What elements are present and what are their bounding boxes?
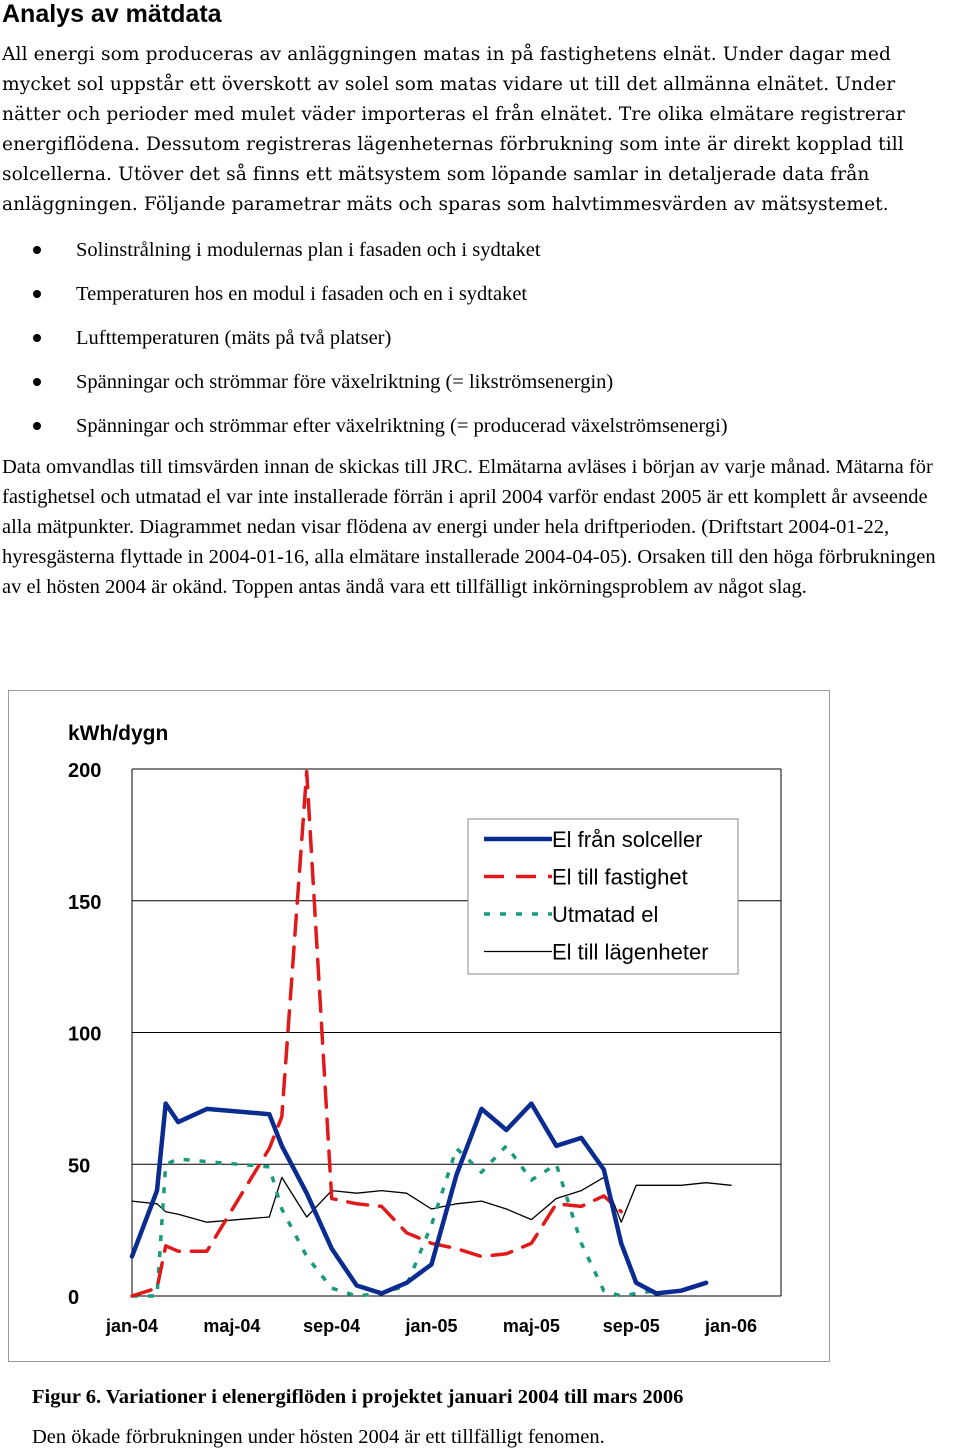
y-tick-label: 200: [68, 760, 102, 782]
list-item-text: Spänningar och strömmar före växelriktning (= likströmsenergin): [76, 371, 614, 393]
list-item-text: Solinstrålning i modulernas plan i fasaden och i sydtaket: [76, 239, 541, 261]
x-tick-label: maj-05: [502, 1316, 560, 1336]
figure-caption: Figur 6. Variationer i elenergiflöden i projektet januari 2004 till mars 2006: [32, 1386, 684, 1408]
intro-paragraph: All energi som produceras av anläggningen matas in på fastighetens elnät. Under dagar med mycket sol uppstår ett överskott av solel som matas vidare ut till det allmänna elnätet. Under nätter och perioder med mulet väder importeras el från elnätet. Tre olika elmätare registrerar energiflödena. Dessutom registreras lägenheternas förbrukning som inte är direkt kopplad till solcellerna. Utöver det så finns ett mätsystem som löpande samlar in detaljerade data från anläggningen. Följande parametrar mäts och sparas som halvtimmesvärden av mätsystemet.: [2, 44, 905, 215]
analysis-paragraph: Data omvandlas till timsvärden innan de skickas till JRC. Elmätarna avläses i början av varje månad. Mätarna för fastighetsel och utmatad el var inte installerade förrän i april 2004 varför endast 2005 är ett komplett år avseende alla mätpunkter. Diagrammet nedan visar flödena av energi under hela driftperioden. (Driftstart 2004-01-22, hyresgästerna flyttade in 2004-01-16, alla elmätare installerade 2004-04-05). Orsaken till den höga förbrukningen av el hösten 2004 är okänd. Toppen antas ändå vara ett tillfälligt inkörningsproblem av något slag.: [2, 456, 936, 598]
chart-canvas: [9, 691, 831, 1363]
list-item: [30, 360, 728, 404]
y-tick-label: 100: [68, 1023, 102, 1046]
y-tick-label: 150: [68, 891, 102, 914]
bullet-icon: [33, 334, 41, 342]
bullet-icon: [33, 422, 41, 430]
figure-note: Den ökade förbrukningen under hösten 2004 är ett tillfälligt fenomen.: [32, 1426, 605, 1448]
list-item: [30, 228, 728, 272]
list-item-text: Lufttemperaturen (mäts på två platser): [76, 327, 392, 349]
x-tick-label: jan-04: [105, 1316, 159, 1336]
list-item-text: Temperaturen hos en modul i fasaden och en i sydtaket: [76, 283, 528, 305]
series-line: [132, 1177, 731, 1222]
legend-label: El till fastighet: [552, 864, 688, 890]
bullet-icon: [33, 246, 41, 254]
x-tick-label: jan-06: [705, 1316, 758, 1336]
legend-label: Utmatad el: [552, 902, 659, 927]
page-heading: Analys av mätdata: [2, 0, 222, 28]
legend-label: El till lägenheter: [552, 939, 709, 965]
energy-flow-chart: [8, 690, 830, 1362]
x-tick-label: jan-05: [405, 1316, 458, 1336]
list-item: [30, 316, 728, 360]
x-tick-label: sep-04: [303, 1316, 361, 1336]
y-tick-label: 0: [68, 1287, 80, 1309]
series-line: [132, 1104, 706, 1294]
y-axis-label: kWh/dygn: [68, 722, 169, 745]
x-tick-label: sep-05: [602, 1316, 660, 1336]
list-item: [30, 404, 728, 448]
bullet-icon: [33, 378, 41, 386]
list-item-text: Spänningar och strömmar efter växelriktning (= producerad växelströmsenergi): [76, 415, 728, 437]
parameter-list: [30, 228, 728, 448]
legend-label: El från solceller: [552, 827, 703, 852]
list-item: [30, 272, 728, 316]
x-tick-label: maj-04: [203, 1316, 261, 1336]
y-tick-label: 50: [68, 1155, 91, 1178]
bullet-icon: [33, 290, 41, 298]
